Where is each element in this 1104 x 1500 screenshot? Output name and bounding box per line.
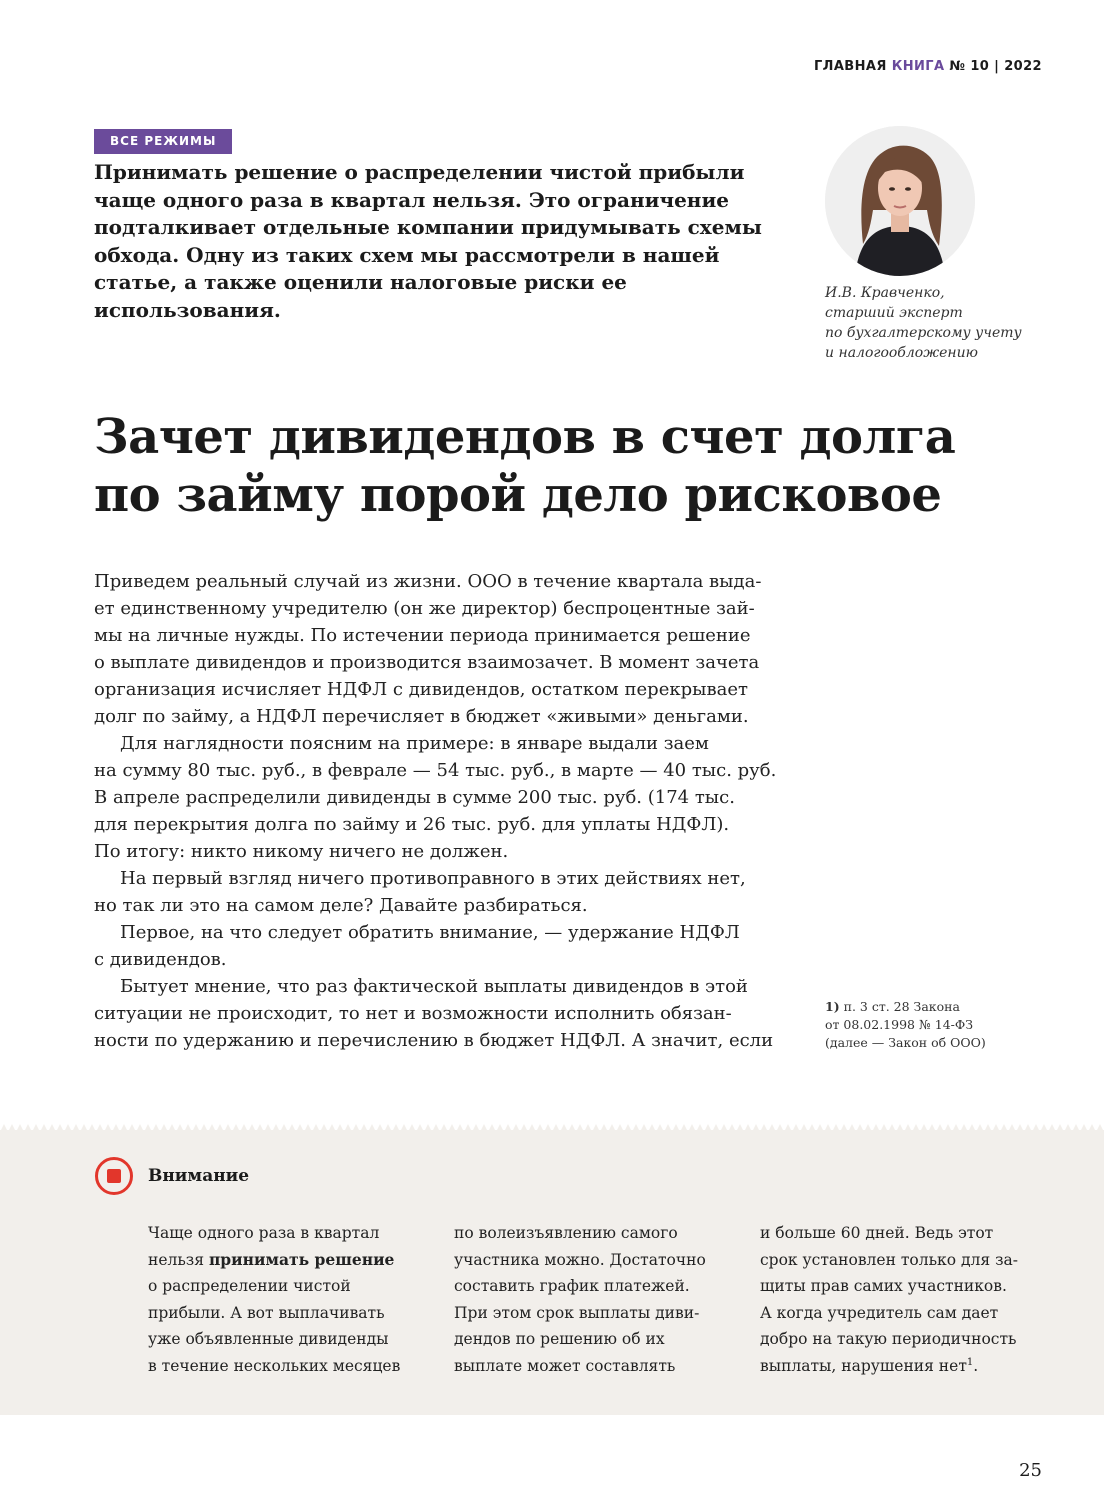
body-line: Первое, на что следует обратить внимание, — удержание НДФЛ (120, 922, 740, 943)
lead-line: использования. (94, 297, 281, 322)
footnote-ref: 1 (966, 1356, 974, 1368)
body-line: По итогу: никто никому ничего не должен. (94, 841, 509, 862)
body-line: На первый взгляд ничего противоправного в этих действиях нет, (120, 868, 746, 889)
author-role: и налогообложению (825, 345, 978, 361)
footnote-text: от 08.02.1998 № 14-ФЗ (825, 1017, 974, 1032)
note-line: составить график платежей. (454, 1277, 690, 1295)
note-line: выплаты, нарушения нет (760, 1356, 967, 1375)
attention-heading: Внимание (148, 1166, 250, 1186)
body-line: о выплате дивидендов и производится взаимозачет. В момент зачета (94, 652, 760, 673)
note-line: нельзя (148, 1250, 209, 1269)
article-title (94, 408, 1054, 524)
body-line: на сумму 80 тыс. руб., в феврале — 54 тыс. руб., в марте — 40 тыс. руб. (94, 760, 777, 781)
title-line: по займу порой дело рисковое (94, 467, 942, 523)
body-line: с дивидендов. (94, 949, 227, 970)
lead-line: обхода. Одну из таких схем мы рассмотрели в нашей (94, 242, 720, 267)
body-line: Бытует мнение, что раз фактической выплаты дивидендов в этой (120, 976, 748, 997)
note-line: о распределении чистой (148, 1277, 351, 1295)
lead-paragraph (94, 159, 794, 324)
page-number: 25 (1019, 1460, 1042, 1481)
body-line: ет единственному учредителю (он же директор) беспроцентные зай- (94, 598, 755, 619)
attention-column-2 (454, 1220, 744, 1379)
note-line: срок установлен только для за- (760, 1250, 1018, 1269)
note-line: добро на такую периодичность (760, 1330, 1017, 1348)
body-line: ситуации не происходит, то нет и возможности исполнить обязан- (94, 1003, 732, 1024)
author-caption (825, 283, 1065, 363)
attention-column-3 (760, 1220, 1050, 1379)
category-tag: ВСЕ РЕЖИМЫ (94, 129, 232, 154)
note-line: участника можно. Достаточно (454, 1250, 706, 1269)
note-line: уже объявленные дивиденды (148, 1330, 389, 1348)
body-line: Для наглядности поясним на примере: в январе выдали заем (120, 733, 709, 754)
note-line-end: . (973, 1356, 979, 1375)
body-line: для перекрытия долга по займу и 26 тыс. руб. для уплаты НДФЛ). (94, 814, 730, 835)
footnote-text: (далее — Закон об ООО) (825, 1035, 986, 1050)
lead-line: Принимать решение о распределении чистой прибыли (94, 160, 745, 184)
issue-number: № 10 | 2022 (949, 59, 1042, 74)
magazine-title-1: ГЛАВНАЯ (813, 59, 887, 74)
footnote (825, 998, 1055, 1052)
note-line: прибыли. А вот выплачивать (148, 1303, 385, 1322)
magazine-title-2: КНИГА (891, 59, 945, 74)
note-line: в течение нескольких месяцев (148, 1356, 401, 1375)
body-line: ности по удержанию и перечислению в бюджет НДФЛ. А значит, если (94, 1030, 774, 1051)
body-line: но так ли это на самом деле? Давайте разбираться. (94, 895, 588, 916)
lead-line: статье, а также оценили налоговые риски ее (94, 270, 627, 294)
note-line: Чаще одного раза в квартал (148, 1224, 380, 1242)
note-line: и больше 60 дней. Ведь этот (760, 1224, 994, 1242)
attention-column-1 (148, 1220, 438, 1379)
article-body (94, 568, 777, 1054)
author-role: по бухгалтерскому учету (825, 325, 1022, 341)
lead-line: чаще одного раза в квартал нельзя. Это ограничение (94, 187, 729, 212)
note-line: А когда учредитель сам дает (760, 1303, 999, 1322)
page-header (814, 59, 1042, 74)
note-emphasis: принимать решение (208, 1249, 395, 1269)
lead-line: подталкивает отдельные компании придумывать схемы (94, 215, 762, 239)
body-line: Приведем реальный случай из жизни. ООО в течение квартала выда- (94, 571, 762, 592)
footnote-number: 1) (825, 999, 840, 1014)
author-portrait-image (825, 126, 975, 276)
note-line: щиты прав самих участников. (760, 1277, 1007, 1295)
note-line: дендов по решению об их (454, 1330, 665, 1348)
note-line: выплате может составлять (454, 1356, 676, 1375)
author-role: старший эксперт (825, 305, 963, 321)
title-line: Зачет дивидендов в счет долга (94, 409, 956, 465)
note-line: по волеизъявлению самого (454, 1224, 678, 1242)
body-line: долг по займу, а НДФЛ перечисляет в бюджет «живыми» деньгами. (94, 706, 749, 727)
author-name: И.В. Кравченко, (825, 285, 945, 301)
body-line: мы на личные нужды. По истечении периода принимается решение (94, 625, 751, 646)
stop-icon (94, 1156, 134, 1196)
author-photo (825, 126, 975, 276)
footnote-text: п. 3 ст. 28 Закона (843, 999, 960, 1014)
body-line: В апреле распределили дивиденды в сумме 200 тыс. руб. (174 тыс. (94, 787, 735, 808)
note-line: При этом срок выплаты диви- (454, 1303, 700, 1322)
body-line: организация исчисляет НДФЛ с дивидендов, остатком перекрывает (94, 679, 748, 700)
